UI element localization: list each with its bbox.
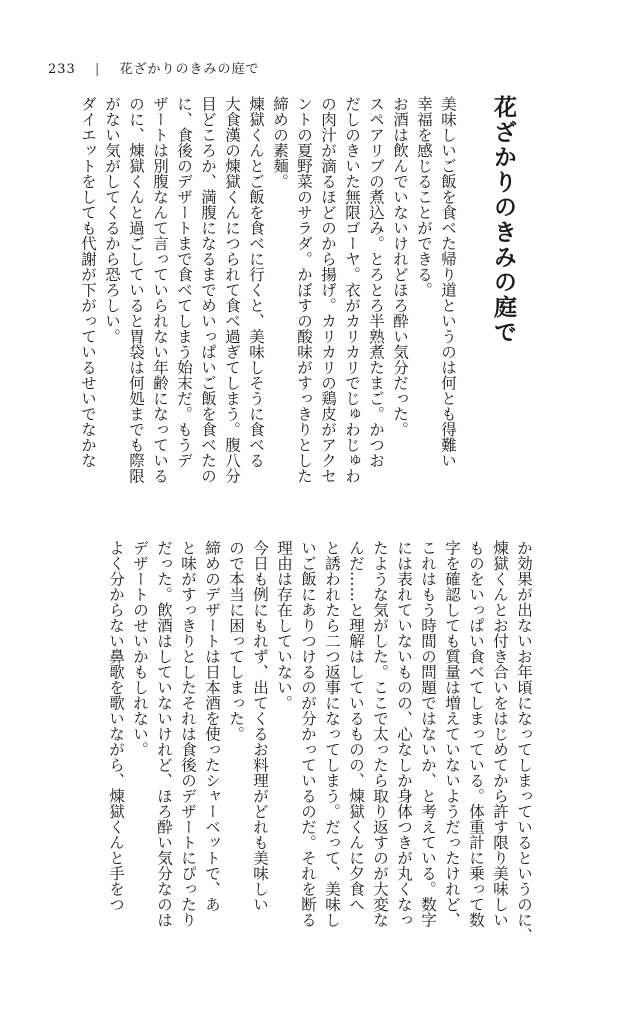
running-header [48, 58, 260, 77]
text-line: 大食漢の煉獄くんにつられて食べ過ぎてしまう。腹八分 [223, 96, 241, 484]
lower-text-block [76, 540, 536, 990]
text-line: よく分からない鼻歌を歌いながら、煉獄くんと手をつ [107, 540, 125, 912]
header-separator: | [94, 62, 101, 77]
text-line: に、食後のデザートまで食べてしまう始末だ。もうデ [175, 96, 193, 468]
text-line: 締めの素麺。 [271, 96, 289, 189]
text-line: ものをいっぱい食べてしまっている。体重計に乗って数 [467, 540, 485, 928]
text-line: これはもう時間の問題ではないか、と考えている。数字 [419, 540, 437, 928]
text-line: たような気がした。ここで太ったら取り返すのが大変な [371, 540, 389, 928]
text-line: ので本当に困ってしまった。 [227, 540, 245, 742]
text-line: か効果が出ないお年頃になってしまっているというのに、 [515, 540, 533, 943]
text-line: お酒は飲んでいないけれどほろ酔い気分だった。 [391, 96, 409, 437]
text-line: と誘われたら二つ返事になってしまう。だって、美味し [323, 540, 341, 928]
page-number: 233 [48, 62, 76, 77]
upper-text-block [40, 96, 460, 516]
text-line: だった。飲酒はしていないけれど、ほろ酔い気分なのは [155, 540, 173, 928]
text-line: 締めのデザートは日本酒を使ったシャーベットで、あ [203, 540, 221, 912]
text-line: がない気がしてくるから恐ろしい。 [103, 96, 121, 344]
text-line: 字を確認しても質量は増えていないようだったけれど、 [443, 540, 461, 928]
text-line: 幸福を感じることができる。 [415, 96, 433, 298]
chapter-title: 花ざかりのきみの庭で [490, 95, 517, 345]
text-line: いご飯にありつけるのが分かっているのだ。それを断る [299, 540, 317, 928]
text-line: と味がすっきりとしたそれは食後のデザートにぴったり [179, 540, 197, 928]
text-line: デザートのせいかもしれない。 [131, 540, 149, 757]
text-line: の肉汁が滴るほどのから揚げ。カリカリの鶏皮がアクセ [319, 96, 337, 484]
text-line: ザートは別腹なんて言っていられない年齢になっている [151, 96, 169, 484]
text-line: 今日も例にもれず、出てくるお料理がどれも美味しい [251, 540, 269, 912]
text-line: 理由は存在していない。 [275, 540, 293, 711]
text-line: ダイエットをしても代謝が下がっているせいでなかな [79, 96, 97, 468]
text-line: 煉獄くんとご飯を食べに行くと、美味しそうに食べる [247, 96, 265, 468]
text-line: のに、煉獄くんと過ごしていると胃袋は何処までも際限 [127, 96, 145, 484]
text-line: んだ……と理解はしているものの、煉獄くんに夕食へ [347, 540, 365, 912]
running-title: 花ざかりのきみの庭で [119, 62, 260, 77]
text-line: ントの夏野菜のサラダ。かぼすの酸味がすっきりとした [295, 96, 313, 484]
text-line: だしのきいた無限ゴーヤ。衣がカリカリでじゅわじゅわ [343, 96, 361, 484]
text-line: 美味しいご飯を食べた帰り道というのは何とも得難い [439, 96, 457, 468]
text-line: には表れていないものの、心なしか身体つきが丸くなっ [395, 540, 413, 928]
text-line: 目どころか、満腹になるまでめいっぱいご飯を食べたの [199, 96, 217, 484]
text-line: スペアリブの煮込み。とろとろ半熟煮たまご。かつお [367, 96, 385, 468]
text-line: 煉獄くんとお付き合いをはじめてから許す限り美味しい [491, 540, 509, 928]
